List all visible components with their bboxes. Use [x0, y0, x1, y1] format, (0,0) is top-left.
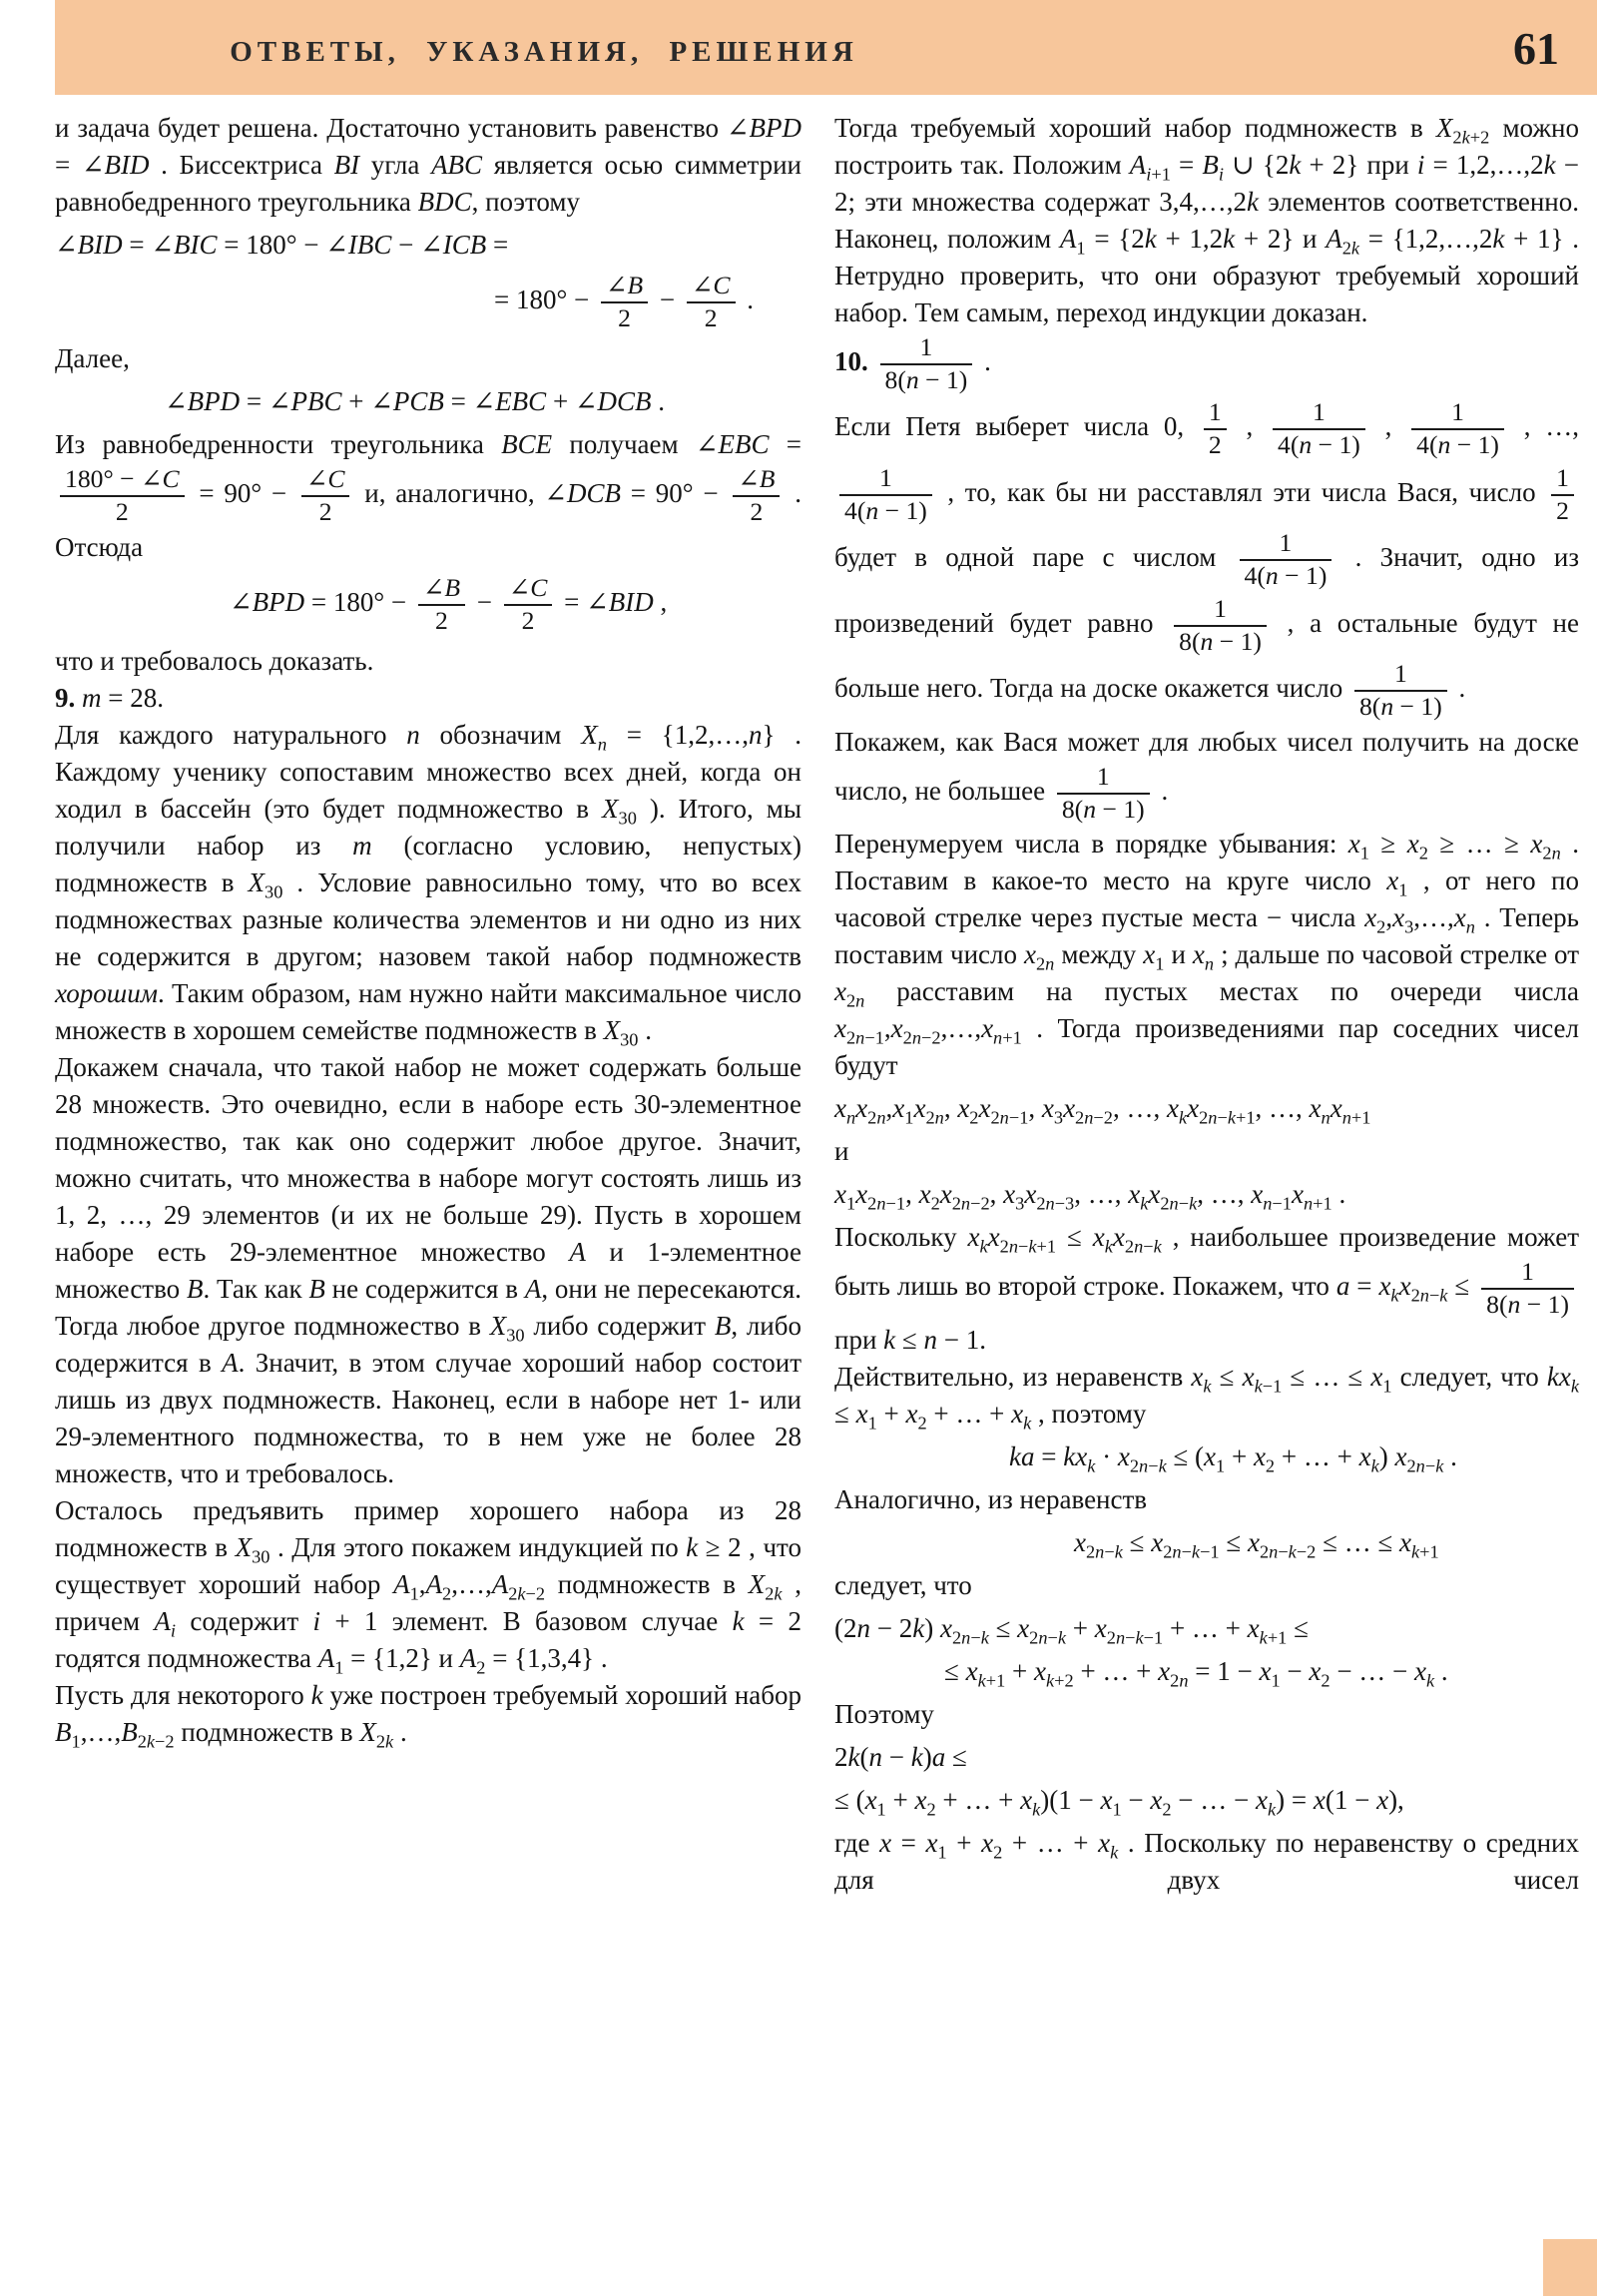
paragraph: 10. $\frac{1}{8(n - 1)}$ . — [834, 332, 991, 394]
formula: ∠BPD = ∠PBC + ∠PCB = ∠EBC + ∠DCB . — [165, 386, 666, 417]
paragraph: Действительно, из неравенств $x_k \le x_{k-1}$ ≤ … ≤ $x_1$ следует, что $kx_k \le x_1 + x_2$ + … + $x_k$ , поэтому — [834, 1361, 1580, 1434]
formula: $x_{2n-k} \le x_{2n-k-1} \le x_{2n-k-2}$ ≤ … ≤ $x_{k+1}$ — [1074, 1526, 1439, 1562]
page-title: ОТВЕТЫ, УКАЗАНИЯ, РЕШЕНИЯ — [230, 36, 858, 68]
paragraph: Из равнобедренности треугольника BCE получаем ∠EBC = $\frac{180^\circ - \angle C}{2}$ = 90° − $\frac{\angle C}{2}$ и, аналогично, ∠DCB = 90° − $\frac{\angle B}{2}$ . Отсюда — [55, 429, 801, 562]
paragraph: Пусть для некоторого k уже построен требуемый хороший набор $B_1,\dots,B_{2k-2}$ подмножеств в $X_{2k}$ . — [55, 1680, 801, 1752]
paragraph: Докажем сначала, что такой набор не может содержать больше 28 множеств. Это очевидно, если в наборе есть 30-элементное подмножество, так как оно содержит любое другое. Значит, можно считать, что множества в наборе могут состоять лишь из 1, 2, …, 29 элементов (и их не больше 29). Пусть в хорошем наборе есть 29-элементное множество A и 1-элементное множество B. Так как B не содержится в A, они не пересекаются. Тогда любое другое подмножество в $X_{30}$ либо содержит B, либо содержится в A. Значит, в этом случае хороший набор состоит лишь из двух подмножеств. Наконец, если в наборе нет 1- или 29-элементного подмножества, то в нем уже не более 28 множеств, что и требовалось. — [55, 1052, 801, 1489]
formula: ∠BID = ∠BIC = 180° − ∠IBC − ∠ICB = — [55, 230, 509, 260]
formula: $x_1x_{2n-1}$, $x_2x_{2n-2}$, $x_3x_{2n-3}$, …, $x_kx_{2n-k}$, …, $x_{n-1}x_{n+1}$ . — [834, 1179, 1346, 1214]
paragraph: Поскольку $x_kx_{2n-k+1} \le x_kx_{2n-k}$ , наибольшее произведение может быть лишь во второй строке. Покажем, что $a = x_kx_{2n-k}$ ≤ $\frac{1}{8(n - 1)}$ при k ≤ n − 1. — [834, 1222, 1579, 1355]
paragraph: Если Петя выберет числа 0, $\frac{1}{2}$ , $\frac{1}{4(n - 1)}$ , $\frac{1}{4(n - 1)}$ , …, $\frac{1}{4(n - 1)}$ , то, как бы ни расставлял эти числа Вася, число $\frac{1}{2}$ будет в одной паре с числом $\frac{1}{4(n - 1)}$ . Значит, одно из произведений будет равно $\frac{1}{8(n - 1)}$ , а остальные будут не больше него. Тогда на доске окажется число $\frac{1}{8(n - 1)}$ . — [834, 397, 1580, 722]
paragraph: и — [834, 1136, 849, 1167]
column-left — [55, 110, 801, 1751]
formula: ka = $kx_k \cdot x_{2n-k} \le (x_1 + x_2$ + … + $x_k$) $x_{2n-k}$ . — [1009, 1440, 1457, 1476]
paragraph: Для каждого натурального n обозначим $X_n$ = {1,2,…,n} . Каждому ученику сопоставим множество всех дней, когда он ходил в бассейн (это будет подмножество в $X_{30}$ ). Итого, мы получили набор из m (согласно условию, непустых) подмножеств в $X_{30}$ . Условие равносильно тому, что во всех подмножествах разные количества элементов и ни одно из них не содержится в другом; назовем такой набор подмножеств хорошим. Таким образом, нам нужно найти максимальное число множеств в хорошем семействе подмножеств в $X_{30}$ . — [55, 720, 801, 1050]
paragraph: где $x = x_1 + x_2$ + … + $x_k$ . Поскольку по неравенству о средних для двух чисел — [834, 1827, 1579, 1895]
paragraph: что и требовалось доказать. — [55, 646, 374, 677]
formula: ≤ ($x_1 + x_2$ + … + $x_k)(1 - x_1 - x_2$ − … − $x_k) = x(1 - x)$, — [834, 1784, 1404, 1820]
paragraph: Перенумеруем числа в порядке убывания: $x_1 \ge x_2$ ≥ … ≥ $x_{2n}$ . Поставим в какое-то место на круге число $x_1$ , от него по часовой стрелке через пустые места − числа $x_2,x_3,\dots,x_n$ . Теперь поставим число $x_{2n}$ между $x_1$ и $x_n$ ; дальше по часовой стрелке от $x_{2n}$ расставим на пустых местах по очереди числа $x_{2n-1},x_{2n-2},\dots,x_{n+1}$ . Тогда произведениями пар соседних чисел будут — [834, 829, 1580, 1081]
corner-accent — [1543, 2239, 1597, 2296]
paragraph: 9. m = 28. — [55, 683, 164, 714]
formula: 2k(n − k)a ≤ — [834, 1741, 967, 1772]
page-number: 61 — [1513, 23, 1559, 74]
paragraph: Покажем, как Вася может для любых чисел получить на доске число, не большее $\frac{1}{8(n - 1)}$ . — [834, 726, 1579, 824]
paragraph: Осталось предъявить пример хорошего набора из 28 подмножеств в $X_{30}$ . Для этого покажем индукцией по k ≥ 2 , что существует хороший набор $A_1,A_2,\dots,A_{2k-2}$ подмножеств в $X_{2k}$ , причем $A_i$ содержит i + 1 элемент. В базовом случае k = 2 годятся подмножества $A_1 = \{1,2\}$ и $A_2 = \{1,3,4\}$ . — [55, 1495, 801, 1678]
formula: ≤ $x_{k+1} + x_{k+2}$ + … + $x_{2n} = 1 - x_1 - x_2$ − … − $x_k$ . — [944, 1655, 1448, 1691]
paragraph: Далее, — [55, 343, 130, 374]
paragraph: и задача будет решена. Достаточно установить равенство ∠BPD = ∠BID . Биссектриса BI угла ABC является осью симметрии равнобедренного треугольника BDC, поэтому — [55, 113, 802, 217]
column-right — [834, 110, 1579, 1899]
formula: ∠BPD = 180° − $\frac{\angle B}{2}$ − $\frac{\angle C}{2}$ = ∠BID , — [230, 572, 668, 635]
formula: = 180° − $\frac{\angle B}{2}$ − $\frac{\angle C}{2}$ . — [494, 271, 754, 332]
formula: $x_nx_{2n},x_1x_{2n}$, $x_2x_{2n-1}$, $x_3x_{2n-2}$, …, $x_kx_{2n-k+1}$, …, $x_nx_{n+1}$ — [834, 1093, 1371, 1128]
paragraph: следует, что — [834, 1569, 972, 1600]
formula: (2n − 2k) $x_{2n-k} \le x_{2n-k} + x_{2n-k-1}$ + … + $x_{k+1}$ ≤ — [834, 1612, 1309, 1648]
paragraph: Аналогично, из неравенств — [834, 1483, 1148, 1514]
paragraph: Тогда требуемый хороший набор подмножеств в $X_{2k+2}$ можно построить так. Положим $A_{i+1} = B_i$ ∪ {2k + 2} при i = 1,2,…,2k − 2; эти множества содержат 3,4,…,2k элементов соответственно. Наконец, положим $A_1 = \{2k + 1,2k + 2\}$ и $A_{2k}$ = {1,2,…,2k + 1} . Нетрудно проверить, что они образуют требуемый хороший набор. Тем самым, переход индукции доказан. — [834, 113, 1580, 327]
paragraph: Поэтому — [834, 1698, 934, 1729]
